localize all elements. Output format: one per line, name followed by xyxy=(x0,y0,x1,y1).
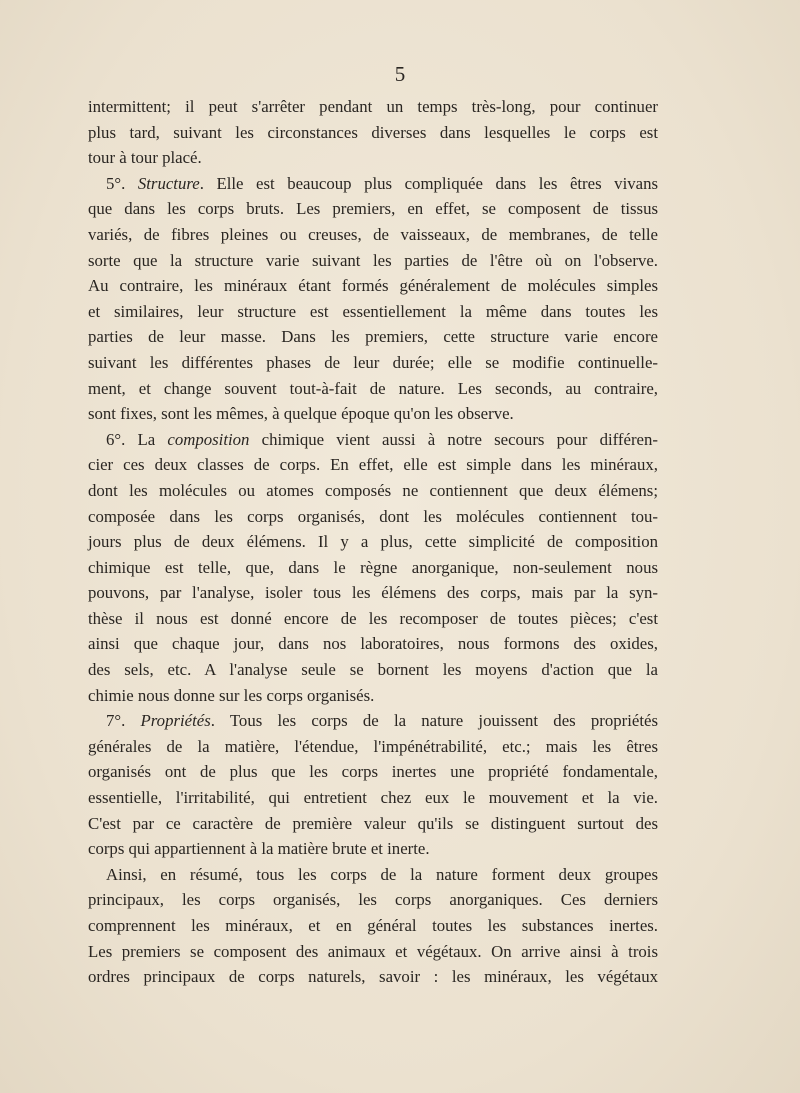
text-line xyxy=(88,606,658,632)
text-line xyxy=(88,350,658,376)
page-number: 5 xyxy=(394,62,406,86)
line-text: Ainsi, en résumé, tous les corps de la nature forment deux groupes xyxy=(106,864,658,884)
section-number: 7°. xyxy=(106,711,141,731)
text-line xyxy=(88,785,658,811)
line-text: générales de la matière, l'étendue, l'impénétrabilité, etc.; mais les êtres xyxy=(88,736,658,756)
line-text: chimique vient aussi à notre secours pour différen- xyxy=(249,429,658,449)
text-line xyxy=(88,452,658,478)
text-line xyxy=(88,427,658,453)
line-text: comprennent les minéraux, et en général toutes les substances inertes. xyxy=(88,916,658,935)
text-line xyxy=(88,811,658,837)
line-text: parties de leur masse. Dans les premiers, cette structure varie encore xyxy=(88,327,658,347)
text-line xyxy=(88,401,658,427)
line-text: et similaires, leur structure est essentiellement la même dans toutes les xyxy=(88,301,658,321)
text-line xyxy=(88,964,658,990)
line-text: suivant les différentes phases de leur durée; elle se modifie continuelle- xyxy=(88,352,658,372)
line-text: des sels, etc. A l'analyse seule se bornent les moyens d'action que la xyxy=(88,660,658,680)
text-line xyxy=(88,862,658,888)
line-text: organisés ont de plus que les corps inertes une propriété fondamentale, xyxy=(88,762,658,782)
text-line xyxy=(88,657,658,683)
line-text: chimique est telle, que, dans le règne anorganique, non-seulement nous xyxy=(88,557,658,577)
line-text: variés, de fibres pleines ou creuses, de vaisseaux, de membranes, de telle xyxy=(88,224,658,244)
text-line xyxy=(88,222,658,248)
text-line xyxy=(88,887,658,913)
text-line xyxy=(88,529,658,555)
line-text: ment, et change souvent tout-à-fait de nature. Les seconds, au contraire, xyxy=(88,378,658,398)
text-line xyxy=(88,555,658,581)
line-text: thèse il nous est donné encore de les recomposer de toutes pièces; c'est xyxy=(88,608,658,628)
italic-term: Propriétés xyxy=(140,711,211,731)
body-text xyxy=(88,94,658,990)
line-text: ainsi que chaque jour, dans nos laboratoires, nous formons des oxides, xyxy=(88,634,658,654)
text-line xyxy=(88,171,658,197)
text-line xyxy=(88,324,658,350)
line-text: Les premiers se composent des animaux et végétaux. On arrive ainsi à trois xyxy=(88,941,658,961)
text-line xyxy=(88,299,658,325)
text-line xyxy=(88,248,658,274)
italic-term: Structure xyxy=(137,173,200,193)
line-text: . Elle est beaucoup plus compliquée dans les êtres vivans xyxy=(199,173,658,193)
text-line xyxy=(88,631,658,657)
text-line xyxy=(88,759,658,785)
text-line xyxy=(88,734,658,760)
line-text: que dans les corps bruts. Les premiers, en effet, se composent de tissus xyxy=(88,199,658,219)
line-text: principaux, les corps organisés, les corps anorganiques. Ces derniers xyxy=(88,890,658,910)
italic-term: composition xyxy=(167,429,250,449)
line-text: . Tous les corps de la nature jouissent des propriétés xyxy=(210,711,658,731)
line-text: cier ces deux classes de corps. En effet, elle est simple dans les minéraux, xyxy=(88,455,658,475)
line-text: ordres principaux de corps naturels, savoir : les minéraux, les végétaux xyxy=(88,967,658,987)
line-text: tour à tour placé. xyxy=(88,148,202,168)
text-line xyxy=(88,273,658,299)
text-line xyxy=(88,145,658,171)
line-text: corps qui appartiennent à la matière brute et inerte. xyxy=(88,839,430,859)
text-line xyxy=(88,708,658,734)
line-text: plus tard, suivant les circonstances diverses dans lesquelles le corps est xyxy=(88,122,658,142)
line-text: dont les molécules ou atomes composés ne contiennent que deux élémens; xyxy=(88,480,658,500)
text-line xyxy=(88,580,658,606)
text-line xyxy=(88,683,658,709)
line-text: chimie nous donne sur les corps organisés. xyxy=(88,685,375,705)
line-text: Au contraire, les minéraux étant formés généralement de molécules simples xyxy=(88,276,658,296)
text-line xyxy=(88,196,658,222)
text-line xyxy=(88,376,658,402)
text-line xyxy=(88,120,658,146)
text-line xyxy=(88,478,658,504)
text-line xyxy=(88,504,658,530)
text-line xyxy=(88,913,658,939)
section-number: 6°. La xyxy=(106,429,168,449)
line-text: sont fixes, sont les mêmes, à quelque époque qu'on les observe. xyxy=(88,404,514,424)
line-text: composée dans les corps organisés, dont les molécules contiennent tou- xyxy=(88,506,658,526)
line-text: intermittent; il peut s'arrêter pendant un temps très-long, pour continuer xyxy=(88,97,658,116)
line-text: pouvons, par l'analyse, isoler tous les élémens des corps, mais par la syn- xyxy=(88,583,658,603)
text-line xyxy=(88,939,658,965)
line-text: essentielle, l'irritabilité, qui entretient chez eux le mouvement et la vie. xyxy=(88,788,658,808)
text-line xyxy=(88,836,658,862)
text-line xyxy=(88,94,658,120)
line-text: C'est par ce caractère de première valeur qu'ils se distinguent surtout des xyxy=(88,813,658,833)
section-number: 5°. xyxy=(106,173,138,193)
line-text: jours plus de deux élémens. Il y a plus, cette simplicité de composition xyxy=(88,532,658,552)
line-text: sorte que la structure varie suivant les parties de l'être où on l'observe. xyxy=(88,250,658,270)
